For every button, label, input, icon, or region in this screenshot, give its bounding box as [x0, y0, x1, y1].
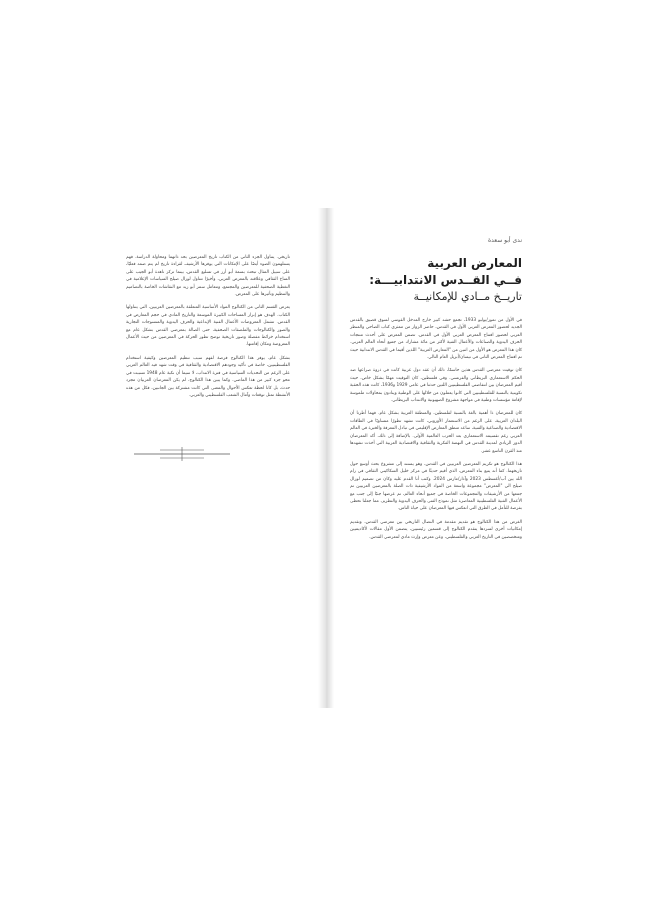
page-gutter-shadow	[318, 208, 334, 708]
article-subtitle: تاريــخ مــادي للإمكانيــة	[413, 290, 522, 303]
right-paragraph-2: كان توقيت معرضي القدس هذين حاسمًا، ذلك أن عقد دول عربية كانت في ذروة صراعها ضد الحكم الاستعماري البريطاني والفرنسي. وفي فلسطين، كان التوقيت مهمًا بشكل خاص، حيث أقيم المعرضان بين انتفاضتي الفلسطينيين اللتين حدثتا في عامي 1929 و1936، كانت هذه الحقبة تكوينية بالنسبة للفلسطينيين التي كانوا يعملون من خلالها على الوطنية وينادون بمحاولات ملموسة لإقامة مؤسسات وطنية في مواجهة مشروع الصهيونية والانتداب البريطاني.	[350, 368, 523, 404]
article-title-line-2: فــي القــدس الانتدابيـــة:	[369, 273, 522, 287]
article-title-line-1: المعارض العربية	[427, 256, 522, 270]
right-paragraph-1: في الأول من تموز/يوليو 1933، تجمع حشد كبير خارج المدخل القوسي لسوق قصيق بالقدس الجديد لحضور المعرض العربي الأول في القدس، حاضر الزوار من ممثري كتاب الضاحي والمنظر العربي لحضور افتتاح المعرض العربي الأول في القدس. تضمن المعرض على أحدث منتجات الحرف اليدوية والصناعات والأعمال الفنية لأكثر من مائة مشارك من جميع أنحاء العالم العربي. كان هذا المعرض هو الأول من اثنين من "المعارض العربية" اللذين أقيما في القدس الانتدابية حيث تم افتتاح المعرض الثاني في نيسان/أبريل العام التالي.	[350, 318, 522, 361]
left-paragraph-3: بشكل عام، يوفر هذا الكتالوج فرصة لفهم سبب تنظيم المعرضين وكيفية استخدام الفلسطينيين، خاصة في تأكيد وجودهم الاقتصادية والثقافية في وقت شهد فيه العالم العربي على الرغم من التحديات السياسية في فترة الانتداب، لا سيما أن نكبة عام 1948 تسببت في محو جزء كبير من هذا الماضي. وكما يبين هذا الكتالوج، لم يكن المعرضان العربيان مجرد حدث، بل كانا لحظة تعكس الأحوال والمعنى التي كانت مشتركة بين الجانبين، فكل من هذه الأنشطة تمثل توقعات وآمال الشعب الفلسطيني والعربي.	[126, 355, 290, 398]
author-name: ندى أبو سعدة	[488, 237, 522, 244]
right-page	[350, 236, 522, 547]
right-paragraph-5: الغرض من هذا الكتالوج هو تقديم مقدمة في النضال التاريخي بين معرضي القدس، وتقديم إمكانيات أخرى لسردها يتقدم الكتالوج إلى قسمين رئيسيين، يتضمن الأول مقالات لأكاديميين ومتخصصين في التاريخ العربي والفلسطيني، وعن معرض وإرث مادي لمعرضي القدس.	[350, 519, 522, 540]
left-page	[126, 254, 290, 405]
right-paragraph-4: هذا الكتالوج هو تكريم المعرضين العربيين في القدس، وهو يستند إلى مشروع بحث أوسع حول تاريخهما. كما أنه يتبع بناء المعرض، الذي أقيم حديثًا في مركز خليل السكاكيني الثقافي في رام الله بين آب/أغسطس 2023 وآذار/مارس 2024. وكتب أنا القدم عليه وكان من تصميم لورال صيلح الي "المعرض" مجموعة واسعة من المواد الأرشيفية ذات الصلة بالمعرضين العربيين تم جمعها من الأرشيفات والمجموعات الخاصة في جميع أنحاء العالم، تم عرضها جنبًا إلى جنب مع الأعمال الفنية الفلسطينية المعاصرة مثل نموذج الفتى والحرف اليدوية والتطريز، مما جعلنا نحظى بفرصة للتأمل في الطرق التي انعكس فيها المعرضان على حياة الناس.	[350, 461, 523, 512]
right-paragraph-3: كان للمعرضان ذا أهمية بالغة بالنسبة لفلسطين، والمنطقة العربية بشكل عام. فهما أطرتا أن البلدان العربية، على الرغم من الاستعمار الأوروبي، كانت تشهد تطورًا متساويًا في الطاقات الاقتصادية والصناعية والفنية، ساعد منطق المعارض الإقليمي في تبادل المعرفة والخبرة في العالم العربي رغم تقسيمه الاستعماري بعد الحرب العالمية الأولى. بالإضافة إلى ذلك، أكد المعرضان الدور الريادي لمدينة القدس في النهضة الفكرية والثقافية والاقتصادية العربية التي أخذت تشهدها منذ القرن التاسع عشر.	[350, 411, 522, 454]
left-paragraph-2: يعرض القسم الثاني من الكتالوج المواد الأساسية المتعلقة بالمعرضين العربيين، التي يتناولها الكتاب. الهدف هو إبراز المساحات الكبيرة الموسعة والتاريخ المادي في حجم المعارض في القدس. تشمل المعروضات الأعمال الفنية الإبداعية والحرف اليدوية والمنسوجات التجارية والصور والكتالوجات والملصقات الصحفية، حتى الصالة بمعرضي القدس بشكل عام مع استخدام خرائط مفصلة وصور تاريخية توضح تطور الحركة في المعرضين من حيث الأعمال المعروضة ومكان إقامتها.	[126, 305, 290, 348]
left-paragraph-1: تاريخي. يتناول الجزء الثاني من الكتاب تاريخ المعرضين بحد ذاتهما ومحاولة الدراسة. فهم يستلهمون الضوء أيضًا على الإمكانات التي يوفرها الأرشيف لقراءة تاريخ لم يتم ضمه فعليًا، على سبيل المثال تبحث بسمة أبو أرز في تسليع القدس، بينما تركز ناهدة أبو الجيب على المناخ الثقافي وعلاقته بالمعرض العربي، وأخيرًا تتناول لورال صيلح السياسات الإعلامية في التغطية الصحفية للمعرضين والمجتمع، وتتعامل سمر أبو زيد مع النقاشات الخاصة بالتصاميم والتنظيم وتأثيرها على المعرض.	[126, 255, 290, 298]
section-end-ornament	[134, 444, 230, 464]
